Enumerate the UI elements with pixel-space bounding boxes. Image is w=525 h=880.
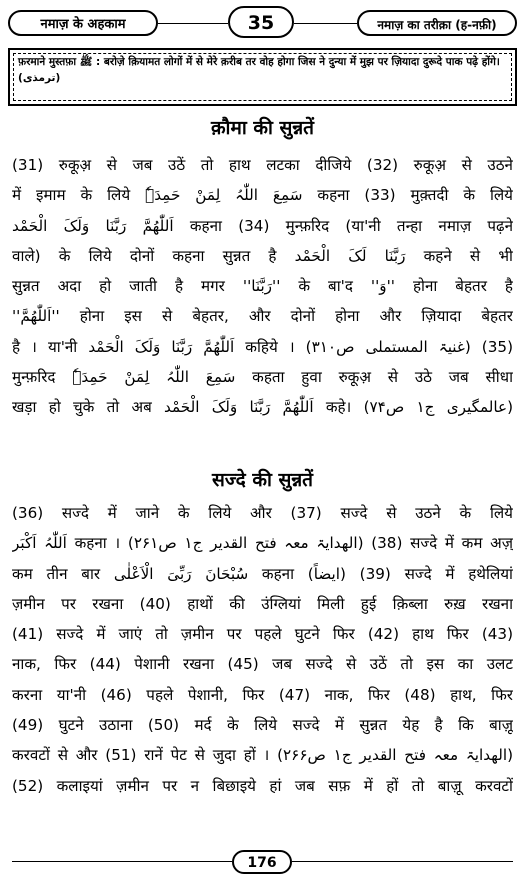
sajda-text-line: (36) सज्दे में जाने के लिये और (37) सज्दे से उठने के लिये bbox=[12, 504, 513, 522]
sajda-text-line: कम तीन बार سُبْحَانَ رَبِّیَ الْاَعْلٰی कहना (ایضاً) (39) सज्दे में हथेलियां bbox=[12, 564, 513, 583]
sajda-text-line: اَللّٰہُ اَکْبَر कहना । (الھدایۃ معہ فتح القدیر ج۱ ص۲۶۱) (38) सज्दे में कम अज़् bbox=[12, 534, 513, 553]
qauma-text-line: मुन्फ़रिद سَمِعَ اللّٰہُ لِمَنْ حَمِدَہٗ कहता हुवा रुकूअ़ से उठे जब सीधा bbox=[12, 368, 513, 387]
hadith-notice-box bbox=[8, 48, 517, 106]
sajda-text-line: नाक, फिर (44) पेशानी रखना (45) जब सज्दे से उठें तो इस का उलट bbox=[12, 655, 513, 674]
sajda-text-line: (49) घुटने उठाना (50) मर्द के लिये सज्दे में सुन्नत येह है कि बाज़ू bbox=[12, 716, 513, 735]
qauma-text-line: खड़ा हो चुके तो अब اَللّٰھُمَّ رَبَّنَا وَلَکَ الْحَمْد कहे। (عالمگیری ج۱ ص۷۴) bbox=[12, 398, 513, 417]
footer-divider-left bbox=[12, 861, 232, 862]
qauma-text-line: ''اَللّٰھُمَّ'' होना इस से बेहतर, और दोनों होना और ज़ियादा बेहतर bbox=[12, 307, 513, 326]
qauma-text-line: सुन्नत अदा हो जाती है मगर ''رَبَّنَا'' के बा'द ''وَ'' होना बेहतर है bbox=[12, 277, 513, 296]
qauma-text-line: में इमाम के लिये سَمِعَ اللّٰہُ لِمَنْ حَمِدَہٗ कहना (33) मुक़्तदी के लिये bbox=[12, 186, 513, 205]
footer-divider-right bbox=[292, 861, 513, 862]
chapter-page-number: 35 bbox=[228, 6, 294, 38]
section-heading-qauma: क़ौमा की सुन्नतें bbox=[210, 117, 315, 139]
sajda-text-line: करना या'नी (46) पहले पेशानी, फिर (47) नाक, फिर (48) हाथ, फिर bbox=[12, 685, 513, 704]
header-divider-left bbox=[158, 23, 228, 24]
section-body-qauma bbox=[12, 150, 513, 423]
qauma-text-line: है । या'नी اَللّٰھُمَّ رَبَّنَا وَلَکَ الْحَمْد कहिये । (غنیۃ المستملی ص۳۱۰) (35) bbox=[12, 337, 513, 356]
book-title-right: नमाज़ का तरीक़ा (ह-नफ़ी) bbox=[357, 10, 517, 36]
sajda-text-line: करवटों से और (51) रानें पेट से जुदा हों । (الھدایۃ معہ فتح القدیر ج۱ ص۲۶۶) bbox=[12, 746, 513, 765]
book-title-left: नमाज़ के अहकाम bbox=[8, 10, 158, 36]
qauma-text-line: वाले) के लिये दोनों कहना सुन्नत है رَبَّنَا لَکَ الْحَمْد कहने से भी bbox=[12, 246, 513, 265]
header-divider-right bbox=[294, 23, 357, 24]
page-header bbox=[6, 4, 519, 44]
book-page-number: 176 bbox=[232, 850, 292, 874]
sajda-text-line: (52) कलाइयां ज़मीन पर न बिछाइये हां जब सफ़ में हों तो बाज़ू करवटों bbox=[12, 776, 513, 795]
hadith-notice-text: फ़रमाने मुस्तफ़ा ﷺ : बरोज़े क़ियामत लोगों में से मेरे क़रीब तर वोह होगा जिस ने दुन्या में मुझ पर ज़ियादा दुरूदे पाक पढ़े होंगे। (ترمذی) bbox=[18, 56, 500, 84]
section-body-sajda bbox=[12, 498, 513, 801]
qauma-text-line: اَللّٰھُمَّ رَبَّنَا وَلَکَ الْحَمْد कहना (34) मुन्फ़रिद (या'नी तन्हा नमाज़ पढ़ने bbox=[12, 216, 513, 235]
sajda-text-line: ज़मीन पर रखना (40) हाथों की उंग्लियां मिली हुई क़िब्ला रुख़ रखना bbox=[12, 594, 513, 613]
section-heading-sajda: सज्दे की सुन्नतें bbox=[211, 469, 314, 491]
sajda-text-line: (41) सज्दे में जाएं तो ज़मीन पर पहले घुटने फिर (42) हाथ फिर (43) bbox=[12, 625, 513, 644]
page bbox=[6, 4, 519, 876]
qauma-text-line: (31) रुकूअ़ से जब उठें तो हाथ लटका दीजिये (32) रुकूअ़ से उठने bbox=[12, 156, 513, 174]
